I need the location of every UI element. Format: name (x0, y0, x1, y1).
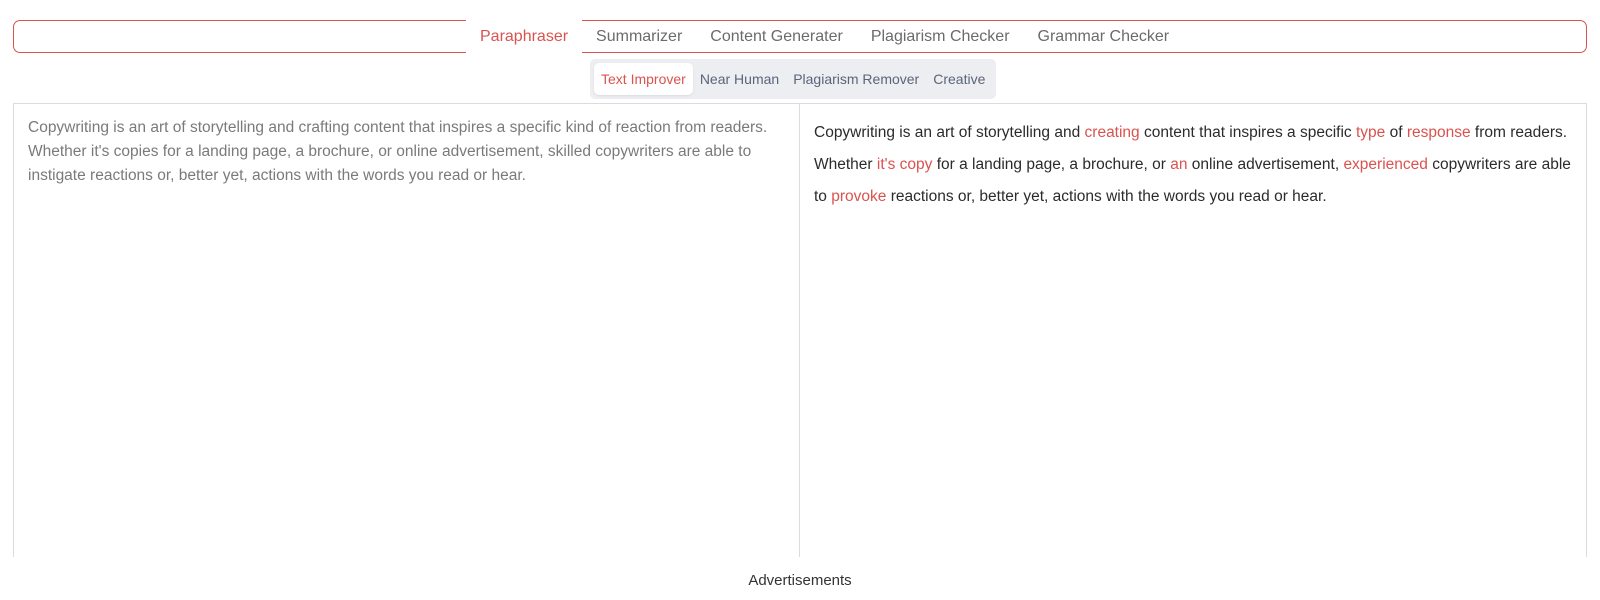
input-pane (14, 104, 800, 557)
output-segment: of (1385, 124, 1407, 141)
mode-selector (590, 59, 996, 99)
output-segment: for a landing page, a brochure, or (932, 156, 1171, 173)
mode-near-human[interactable]: Near Human (699, 71, 780, 87)
output-segment: content that inspires a specific (1139, 124, 1356, 141)
output-segment: reactions or, better yet, actions with the words you read or hear. (886, 188, 1327, 205)
changed-word[interactable]: provoke (831, 188, 887, 205)
tab-content-generater[interactable]: Content Generater (710, 28, 843, 45)
tab-plagiarism-checker[interactable]: Plagiarism Checker (870, 28, 1010, 45)
changed-word[interactable]: creating (1084, 124, 1140, 141)
mode-plagiarism-remover[interactable]: Plagiarism Remover (793, 71, 920, 87)
output-segment: Copywriting is an art of storytelling and (814, 124, 1085, 141)
editor-area (13, 103, 1587, 557)
tab-summarizer[interactable]: Summarizer (596, 28, 683, 45)
tab-paraphraser[interactable]: Paraphraser (466, 20, 582, 54)
output-segment: online advertisement, (1187, 156, 1344, 173)
changed-word[interactable]: response (1406, 124, 1471, 141)
input-textarea[interactable] (28, 116, 785, 545)
changed-word[interactable]: experienced (1343, 156, 1428, 173)
mode-creative[interactable]: Creative (933, 71, 986, 87)
tool-tabs (466, 20, 1183, 54)
mode-text-improver[interactable]: Text Improver (594, 63, 693, 95)
changed-word[interactable]: type (1355, 124, 1386, 141)
output-segment: copywriters are able to (814, 156, 1571, 205)
output-segment: from readers. Whether (814, 124, 1568, 173)
advertisements-label: Advertisements (748, 572, 852, 589)
changed-word[interactable]: an (1170, 156, 1188, 173)
output-pane (800, 104, 1586, 557)
changed-word[interactable]: it's copy (876, 156, 933, 173)
tab-grammar-checker[interactable]: Grammar Checker (1037, 28, 1170, 45)
output-text (814, 117, 1572, 213)
